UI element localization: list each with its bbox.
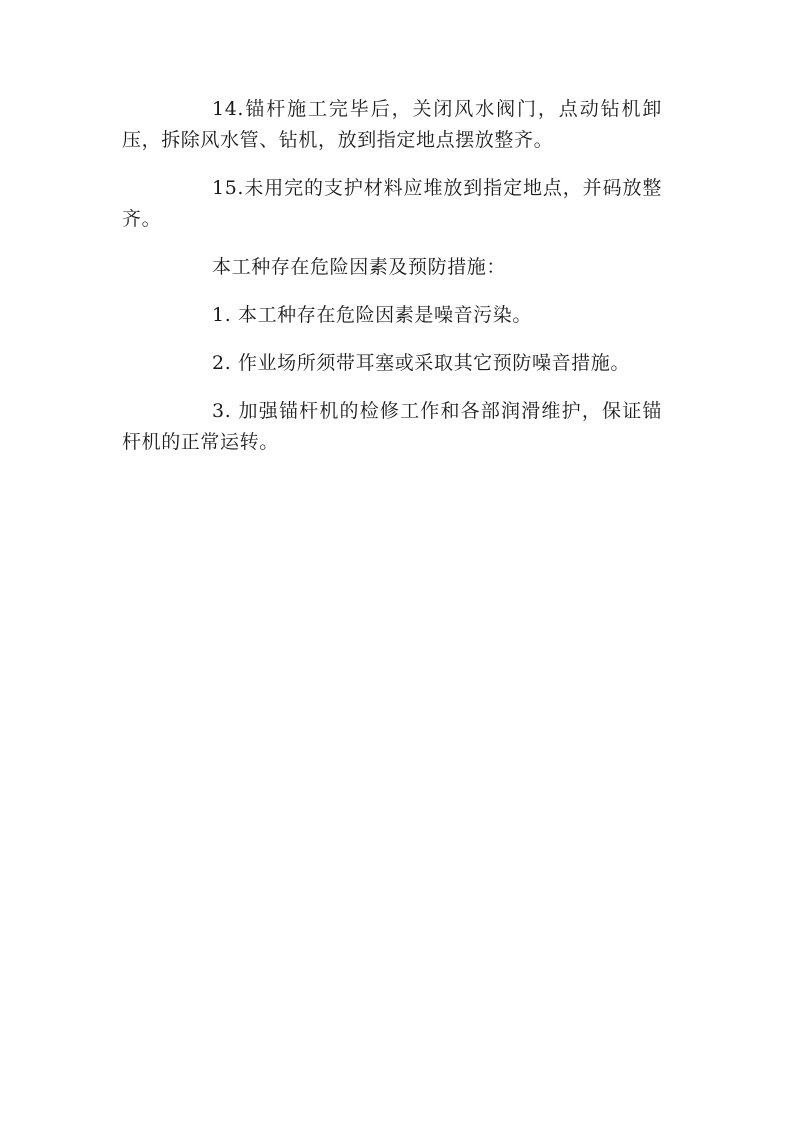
paragraph-step-15: 15.未用完的支护材料应堆放到指定地点，并码放整齐。 — [122, 177, 662, 230]
hazard-item-2: 2. 作业场所须带耳塞或采取其它预防噪音措施。 — [212, 352, 630, 374]
hazard-item-1: 1. 本工种存在危险因素是噪音污染。 — [212, 304, 532, 326]
paragraph-step-14: 14.锚杆施工完毕后，关闭风水阀门，点动钻机卸压，拆除风水管、钻机，放到指定地点摆放整齐。 — [122, 98, 662, 151]
section-heading-hazards: 本工种存在危险因素及预防措施： — [212, 256, 507, 278]
hazard-item-3: 3. 加强锚杆机的检修工作和各部润滑维护，保证锚杆机的正常运转。 — [122, 400, 662, 453]
document-body — [122, 94, 662, 475]
